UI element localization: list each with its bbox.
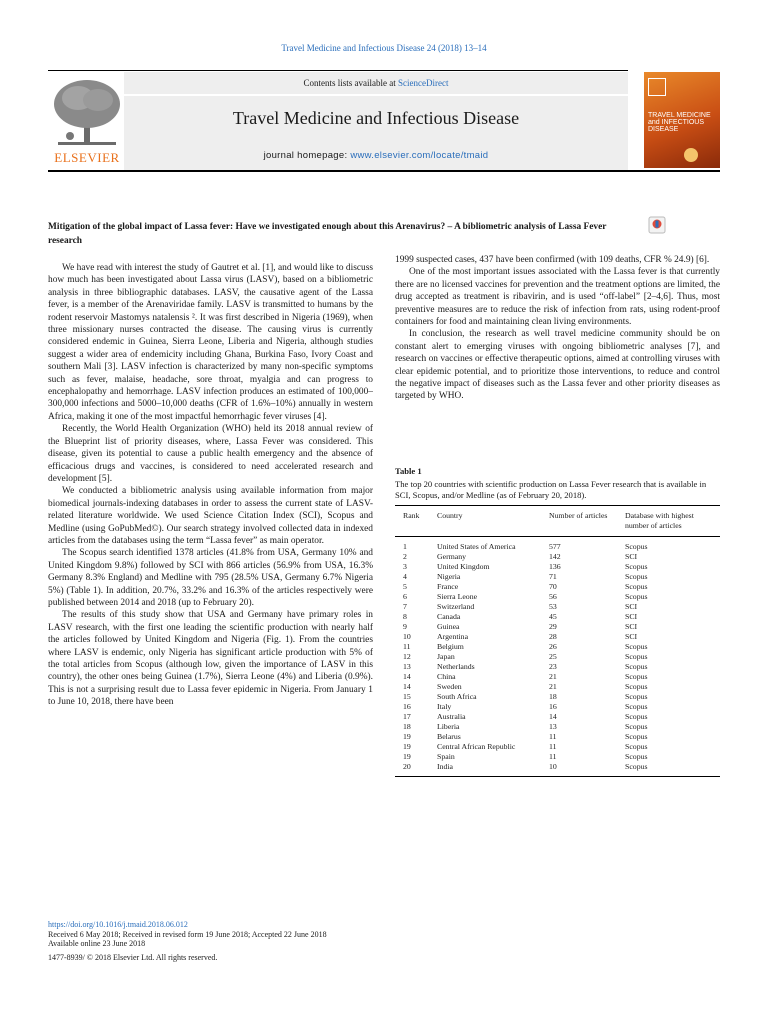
cell-database: Scopus	[625, 742, 648, 751]
cell-country: Belarus	[437, 732, 461, 741]
cell-database: Scopus	[625, 582, 648, 591]
cell-number: 142	[549, 552, 561, 561]
journal-cover-image	[644, 72, 720, 168]
elsevier-logo	[48, 74, 126, 166]
cell-database: Scopus	[625, 572, 648, 581]
cell-rank: 5	[403, 582, 407, 591]
cell-database: Scopus	[625, 692, 648, 701]
cover-title	[648, 112, 711, 133]
cover-title-line: DISEASE	[648, 126, 679, 133]
table-row	[395, 682, 720, 692]
table-row	[395, 592, 720, 602]
cell-country: India	[437, 762, 454, 771]
cell-rank: 14	[403, 682, 411, 691]
cell-country: South Africa	[437, 692, 477, 701]
countries-table	[395, 505, 720, 777]
cell-number: 577	[549, 542, 561, 551]
table-row	[395, 762, 720, 777]
table-row	[395, 702, 720, 712]
cell-database: Scopus	[625, 702, 648, 711]
table-body	[395, 537, 720, 777]
cell-country: Netherlands	[437, 662, 475, 671]
table-row	[395, 562, 720, 572]
cell-country: Italy	[437, 702, 452, 711]
crossmark-icon[interactable]	[648, 216, 666, 234]
cell-country: United States of America	[437, 542, 516, 551]
doi-link[interactable]: https://doi.org/10.1016/j.tmaid.2018.06.012	[48, 920, 188, 929]
received-dates: Received 6 May 2018; Received in revised form 19 June 2018; Accepted 22 June 2018	[48, 929, 327, 939]
cell-rank: 4	[403, 572, 407, 581]
paragraph: We conducted a bibliometric analysis using available information from major biomedical journals-indexing databases in order to assess the current state of LASV-related literature worldwide. We used Science Citation Index (SCI), Scopus and Medline (using GoPubMed©). Our search strategy involved collected data in indexed articles from the databases using the term “Lassa fever” as main operator.	[48, 486, 373, 546]
table-row	[395, 622, 720, 632]
cell-rank: 11	[403, 642, 411, 651]
cell-rank: 6	[403, 592, 407, 601]
cell-rank: 12	[403, 652, 411, 661]
cell-number: 71	[549, 572, 557, 581]
header-top-rule	[48, 70, 628, 71]
cell-country: France	[437, 582, 459, 591]
cell-database: Scopus	[625, 562, 648, 571]
body-left-column	[48, 262, 373, 709]
header-bottom-rule	[48, 170, 720, 172]
cell-country: Guinea	[437, 622, 460, 631]
paragraph: One of the most important issues associated with the Lassa fever is that currently there are no licensed vaccines for prevention and the treatment options are limited, the drug accepted as treatment is ribavirin, and is used “off-label” [2–4,6]. Thus, most preventive measures are to reduce the risk of infection from rats, using rodent-proof containers for food and maintaining clean living environments.	[395, 267, 720, 328]
table-row	[395, 672, 720, 682]
cover-globe-icon	[684, 148, 698, 162]
paragraph: Recently, the World Health Organization (WHO) held its 2018 annual review of the Blueprint list of priority diseases, where, Lassa Fever was considered. This disease, given its potential to cause a public health emergency and the absence of efficacious drugs and vaccines, is considered to need accelerated research and development [5].	[48, 424, 373, 484]
cell-country: Sweden	[437, 682, 462, 691]
cell-country: Sierra Leone	[437, 592, 478, 601]
cell-rank: 13	[403, 662, 411, 671]
journal-homepage	[124, 150, 628, 161]
cell-database: Scopus	[625, 652, 648, 661]
cell-database: Scopus	[625, 662, 648, 671]
cell-number: 10	[549, 762, 557, 771]
cell-rank: 19	[403, 732, 411, 741]
cell-country: United Kingdom	[437, 562, 490, 571]
sciencedirect-link[interactable]: ScienceDirect	[398, 78, 449, 88]
cell-database: Scopus	[625, 732, 648, 741]
cell-number: 26	[549, 642, 557, 651]
cell-rank: 9	[403, 622, 407, 631]
table-row	[395, 612, 720, 622]
cell-database: Scopus	[625, 592, 648, 601]
cell-country: Argentina	[437, 632, 469, 641]
cell-number: 56	[549, 592, 557, 601]
cell-country: Central African Republic	[437, 742, 516, 751]
cell-rank: 15	[403, 692, 411, 701]
table-row	[395, 692, 720, 702]
cell-database: SCI	[625, 622, 638, 631]
cell-number: 29	[549, 622, 557, 631]
cell-rank: 7	[403, 602, 407, 611]
cell-rank: 14	[403, 672, 411, 681]
journal-title: Travel Medicine and Infectious Disease	[232, 108, 520, 128]
table-label: Table 1	[395, 466, 422, 476]
cell-number: 18	[549, 692, 557, 701]
cell-country: Australia	[437, 712, 466, 721]
table-row	[395, 582, 720, 592]
cell-database: Scopus	[625, 712, 648, 721]
table-row	[395, 642, 720, 652]
cell-database: SCI	[625, 552, 638, 561]
cell-number: 21	[549, 672, 557, 681]
cell-rank: 8	[403, 612, 407, 621]
article-footer	[48, 920, 448, 962]
elsevier-wordmark: ELSEVIER	[54, 150, 120, 165]
cell-country: Nigeria	[437, 572, 461, 581]
table-caption: The top 20 countries with scientific production on Lassa Fever research that is available in SCI, Scopus, and/or Medline (as of February 20, 2018).	[395, 479, 707, 500]
homepage-prefix: journal homepage:	[263, 150, 351, 161]
table-row	[395, 572, 720, 582]
table-row	[395, 712, 720, 722]
cell-rank: 20	[403, 762, 411, 771]
cell-country: Japan	[437, 652, 455, 661]
journal-citation-link[interactable]: Travel Medicine and Infectious Disease 24 (2018) 13–14	[281, 43, 487, 53]
cell-number: 23	[549, 662, 557, 671]
contents-line	[124, 78, 628, 88]
table-row	[395, 662, 720, 672]
table-row	[395, 742, 720, 752]
cell-rank: 19	[403, 742, 411, 751]
paragraph: 1999 suspected cases, 437 have been confirmed (with 109 deaths, CFR % 24.9) [6].	[395, 255, 710, 265]
header-number-of-articles: Number of articles	[549, 511, 608, 520]
available-online: Available online 23 June 2018	[48, 939, 146, 949]
cell-country: China	[437, 672, 456, 681]
cell-number: 13	[549, 722, 557, 731]
cell-number: 14	[549, 712, 557, 721]
paragraph: The results of this study show that USA and Germany have primary roles in LASV research, with the first one leading the scientific production with nearly half the articles followed by United Kingdom and Nigeria (Fig. 1). From the countries where LASV is endemic, only Nigeria has significant article production with 5% of the total articles from Scopus (although low, given the importance of LASV in this country), the other ones being Guinea (1.7%), Sierra Leone (4%) and Liberia (0.9%). This is not a surprising result due to Lassa fever epidemic in Nigeria. From January 1 to June 10, 2018, there have been	[48, 610, 373, 708]
cell-number: 21	[549, 682, 557, 691]
cell-rank: 1	[403, 542, 407, 551]
cell-database: SCI	[625, 632, 638, 641]
cell-rank: 3	[403, 562, 407, 571]
cell-database: Scopus	[625, 762, 648, 771]
cell-number: 11	[549, 732, 557, 741]
cell-country: Canada	[437, 612, 461, 621]
cell-country: Spain	[437, 752, 455, 761]
cell-rank: 10	[403, 632, 411, 641]
cover-emblem-icon	[648, 78, 666, 96]
cell-rank: 17	[403, 712, 411, 721]
cell-number: 70	[549, 582, 557, 591]
table-row	[395, 632, 720, 642]
cell-database: Scopus	[625, 542, 648, 551]
cover-title-line: and INFECTIOUS	[648, 119, 705, 126]
cell-rank: 16	[403, 702, 411, 711]
cell-country: Belgium	[437, 642, 464, 651]
cell-database: Scopus	[625, 752, 648, 761]
table-row	[395, 602, 720, 612]
cell-country: Liberia	[437, 722, 460, 731]
table-row	[395, 652, 720, 662]
cell-rank: 19	[403, 752, 411, 761]
cell-database: Scopus	[625, 682, 648, 691]
cell-database: Scopus	[625, 722, 648, 731]
header-rank: Rank	[403, 511, 420, 520]
copyright: 1477-8939/ © 2018 Elsevier Ltd. All rights reserved.	[48, 952, 218, 962]
cell-number: 11	[549, 752, 557, 761]
cell-rank: 2	[403, 552, 407, 561]
table-1	[395, 466, 720, 777]
cell-number: 28	[549, 632, 557, 641]
cell-country: Switzerland	[437, 602, 475, 611]
body-right-column	[395, 254, 720, 403]
paragraph: We have read with interest the study of Gautret et al. [1], and would like to discuss how much has been investigated about Lassa virus (LASV), based on a bibliometric analysis in three bibliographic databases. LASV, the causative agent of the Lassa fever, is a member of the Arenaviridae family. LASV is transmitted to humans by the rodent reservoir Mastomys natalensis ². It was first described in Nigeria (1969), when three missionary nurses contracted the disease. The causing virus is currently considered endemic in Guinea, Sierra Leone, Liberia and Nigeria, although studies suggest a wider area of endemicity including Ghana, Burkina Faso, Ivory Coast and southern Mali [3]. LASV infection is characterized by many non-specific symptoms such as fever, malaise, headache, sore throat, myalgia and can progress to encephalopathy and hemorrhage. LASV infection produces an estimated of 100,000–300,000 infections and 5000–10,000 deaths (CFR of 1.6%–10%) annually in western Africa, making it one of the most impactful hemorrhagic fever viruses [4].	[48, 263, 373, 422]
table-row	[395, 552, 720, 562]
homepage-link[interactable]: www.elsevier.com/locate/tmaid	[350, 150, 489, 161]
paragraph: The Scopus search identified 1378 articles (41.8% from USA, Germany 10% and United Kingdom 9.8%) followed by SCI with 866 articles (56.9% from USA, 16.3% Germany 8.3% England) and Medline with 795 (28.5% USA, Germany 6.7% Nigeria 5%) (Table 1). In addition, 20.7%, 33.2% and 16.3% of the articles respectively were published between 2014 and 2018 (up to February 20).	[48, 548, 373, 608]
cell-number: 45	[549, 612, 557, 621]
table-row	[395, 752, 720, 762]
paragraph: In conclusion, the research as well travel medicine community should be on constant alert to emerging viruses with ongoing bibliometric analyses [7], and research on vaccines or effective therapeutic options, aimed at controlling viruses with clear epidemic potential, and to prioritize those interventions, to reduce and control the negative impact of diseases such as the Lassa fever and other priority diseases as targeted by WHO.	[395, 329, 720, 402]
cell-number: 136	[549, 562, 561, 571]
header-database: Database with highest number of articles	[625, 511, 694, 530]
cell-country: Germany	[437, 552, 467, 561]
cell-database: Scopus	[625, 642, 648, 651]
cell-database: SCI	[625, 602, 638, 611]
article-title: Mitigation of the global impact of Lassa fever: Have we investigated enough about this Arenavirus? – A bibliometric analysis of Lassa Fever research	[48, 222, 607, 246]
cover-title-line: TRAVEL MEDICINE	[648, 112, 711, 119]
table-row	[395, 537, 720, 553]
header-country: Country	[437, 511, 463, 520]
cell-number: 11	[549, 742, 557, 751]
cell-number: 53	[549, 602, 557, 611]
table-row	[395, 732, 720, 742]
table-row	[395, 722, 720, 732]
cell-database: SCI	[625, 612, 638, 621]
table-header-row	[395, 506, 720, 537]
cell-rank: 18	[403, 722, 411, 731]
cell-number: 25	[549, 652, 557, 661]
cell-number: 16	[549, 702, 557, 711]
cell-database: Scopus	[625, 672, 648, 681]
contents-prefix: Contents lists available at	[303, 78, 398, 88]
